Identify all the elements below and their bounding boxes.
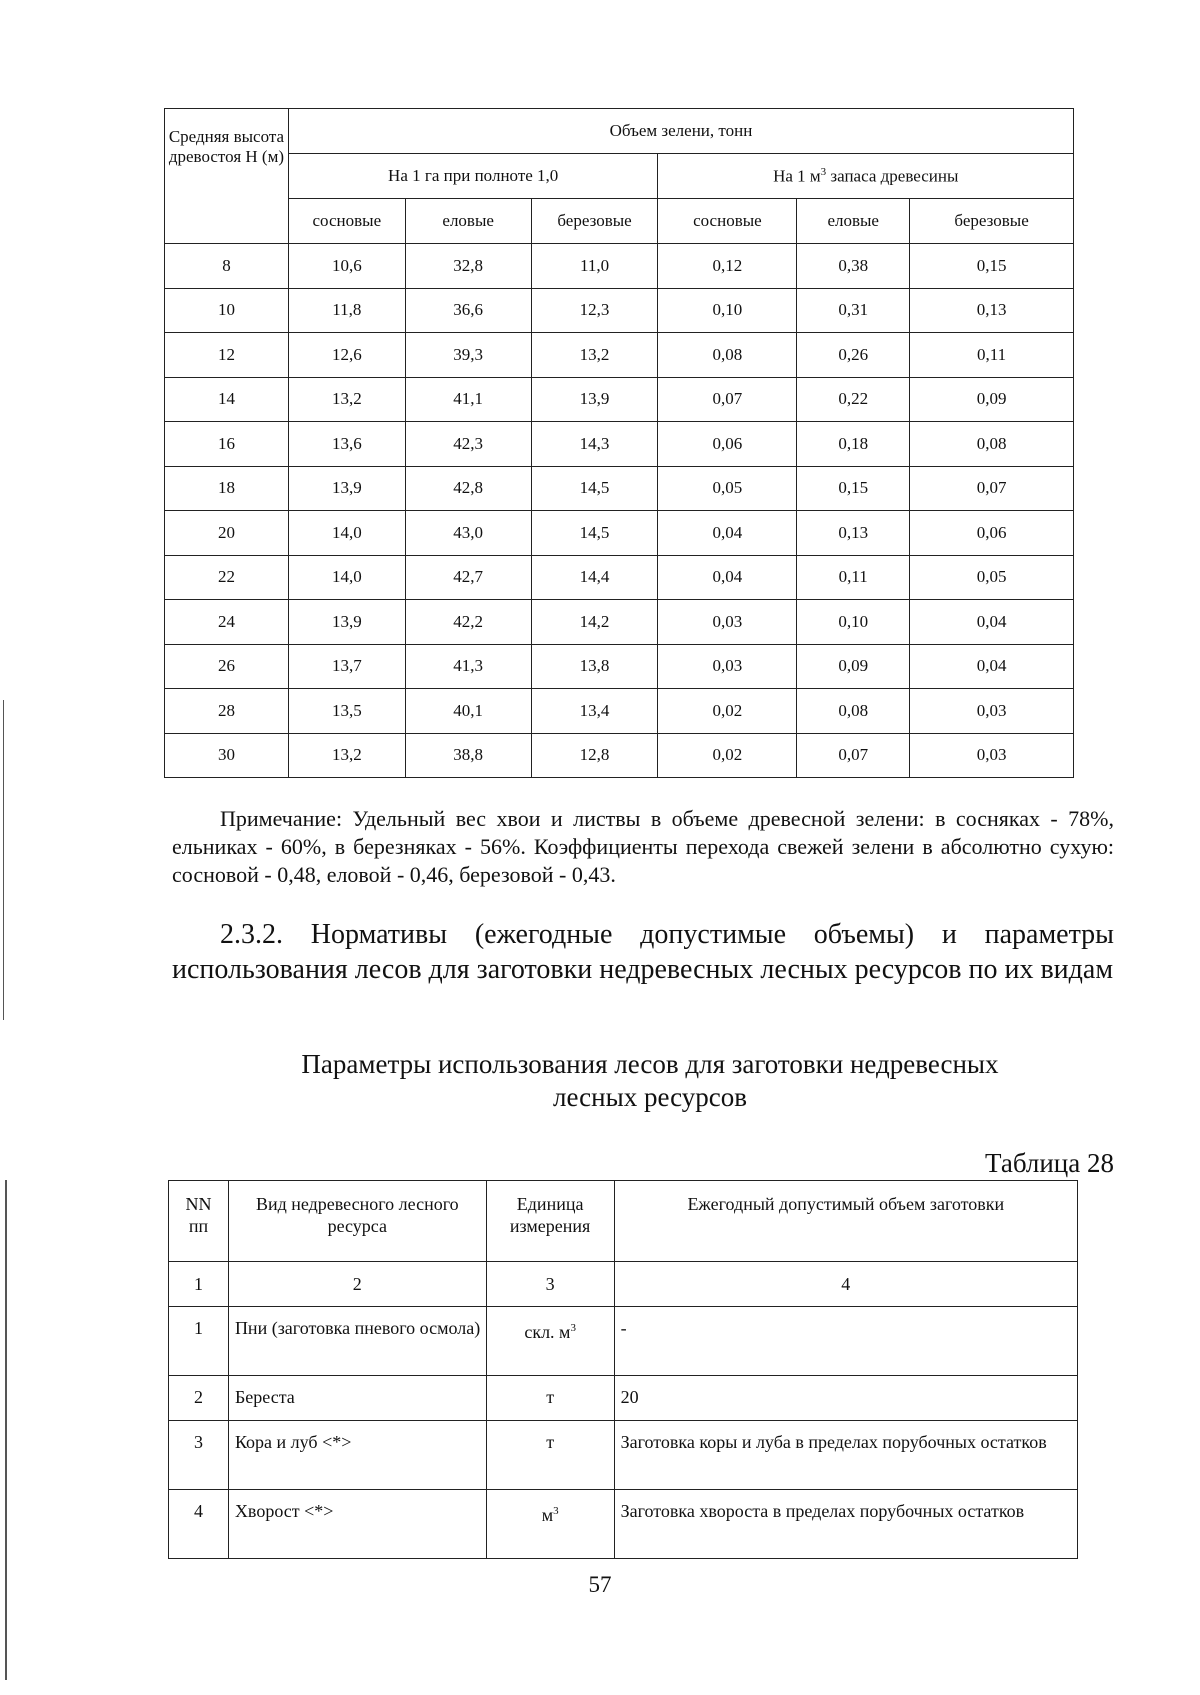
table-row — [165, 689, 1074, 734]
cell: 16 — [165, 422, 289, 467]
cell: 24 — [165, 600, 289, 645]
cell: 13,9 — [531, 377, 658, 422]
table-row — [169, 1421, 1078, 1490]
cell: 0,07 — [797, 733, 910, 778]
species-header: еловые — [405, 199, 531, 244]
cell: 13,2 — [288, 733, 405, 778]
cell: 30 — [165, 733, 289, 778]
cell: 39,3 — [405, 333, 531, 378]
cell: 41,1 — [405, 377, 531, 422]
cell: 18 — [165, 466, 289, 511]
header-volume: Объем зелени, тонн — [288, 109, 1073, 154]
cell: 10 — [165, 288, 289, 333]
cell: 0,07 — [658, 377, 797, 422]
table-row — [165, 511, 1074, 556]
cell: 22 — [165, 555, 289, 600]
cell-resource: Хворост <*> — [228, 1490, 486, 1559]
table-row — [165, 422, 1074, 467]
cell: 0,08 — [658, 333, 797, 378]
cell: 12,6 — [288, 333, 405, 378]
cell: 13,9 — [288, 600, 405, 645]
table-row — [165, 244, 1074, 289]
species-header: еловые — [797, 199, 910, 244]
header-height: Средняя высота древостоя Н (м) — [165, 109, 289, 244]
cell: 0,03 — [910, 689, 1074, 734]
cell: 0,10 — [658, 288, 797, 333]
cell-unit: скл. $м^3$ — [486, 1307, 614, 1376]
cell: 0,13 — [797, 511, 910, 556]
cell: 0,15 — [910, 244, 1074, 289]
cell: 38,8 — [405, 733, 531, 778]
table-label: Таблица 28 — [985, 1148, 1114, 1178]
cell: 0,03 — [658, 600, 797, 645]
cell: 0,03 — [910, 733, 1074, 778]
cell: 8 — [165, 244, 289, 289]
cell: 14,0 — [288, 555, 405, 600]
cell: 12 — [165, 333, 289, 378]
cell: 14,2 — [531, 600, 658, 645]
cell: 0,02 — [658, 689, 797, 734]
page-number: 57 — [588, 1572, 612, 1597]
cell-num: 1 — [169, 1307, 229, 1376]
table-row — [165, 333, 1074, 378]
cell: 14,5 — [531, 466, 658, 511]
header-per-m3: На 1 $м^3$ запаса древесины — [658, 154, 1074, 199]
cell: 14,0 — [288, 511, 405, 556]
cell-volume: Заготовка хвороста в пределах порубочных остатков — [614, 1490, 1077, 1559]
cell: 14,5 — [531, 511, 658, 556]
table-row — [165, 644, 1074, 689]
cell: 13,5 — [288, 689, 405, 734]
cell: 0,12 — [658, 244, 797, 289]
cell: 0,04 — [658, 511, 797, 556]
header-per-ha: На 1 га при полноте 1,0 — [288, 154, 658, 199]
cell: 0,05 — [658, 466, 797, 511]
cell: 13,6 — [288, 422, 405, 467]
cell: 20 — [165, 511, 289, 556]
cell-volume: Заготовка коры и луба в пределах порубочных остатков — [614, 1421, 1077, 1490]
cell: 0,04 — [658, 555, 797, 600]
cell-resource: Береста — [228, 1376, 486, 1421]
cell: 0,05 — [910, 555, 1074, 600]
cell: 11,0 — [531, 244, 658, 289]
species-header: березовые — [910, 199, 1074, 244]
cell: 32,8 — [405, 244, 531, 289]
species-header: березовые — [531, 199, 658, 244]
cell: 0,04 — [910, 600, 1074, 645]
cell-volume: - — [614, 1307, 1077, 1376]
cell: 0,04 — [910, 644, 1074, 689]
cell: 42,7 — [405, 555, 531, 600]
table-row — [169, 1490, 1078, 1559]
table-row — [165, 377, 1074, 422]
cell: 0,10 — [797, 600, 910, 645]
cell: 0,38 — [797, 244, 910, 289]
cell: 11,8 — [288, 288, 405, 333]
header-num: NN пп — [169, 1181, 229, 1262]
cell: 0,06 — [658, 422, 797, 467]
cell: 0,11 — [910, 333, 1074, 378]
column-number: 4 — [614, 1262, 1077, 1307]
cell: 28 — [165, 689, 289, 734]
scan-edge-mark — [5, 1180, 7, 1680]
table-row — [165, 733, 1074, 778]
table-row — [169, 1376, 1078, 1421]
cell: 12,8 — [531, 733, 658, 778]
cell-resource: Кора и луб <*> — [228, 1421, 486, 1490]
cell-volume: 20 — [614, 1376, 1077, 1421]
cell: 14,3 — [531, 422, 658, 467]
cell: 13,4 — [531, 689, 658, 734]
cell: 13,9 — [288, 466, 405, 511]
cell: 13,2 — [288, 377, 405, 422]
cell: 0,08 — [797, 689, 910, 734]
cell: 0,07 — [910, 466, 1074, 511]
cell: 42,8 — [405, 466, 531, 511]
cell-unit: т — [486, 1421, 614, 1490]
table-row — [165, 288, 1074, 333]
cell: 0,31 — [797, 288, 910, 333]
cell: 41,3 — [405, 644, 531, 689]
scan-edge-mark — [3, 700, 4, 1020]
cell: 0,06 — [910, 511, 1074, 556]
cell: 0,18 — [797, 422, 910, 467]
cell-num: 4 — [169, 1490, 229, 1559]
non-timber-resources-table — [168, 1180, 1078, 1559]
cell-unit: т — [486, 1376, 614, 1421]
table-row — [165, 600, 1074, 645]
cell: 10,6 — [288, 244, 405, 289]
green-mass-table — [164, 108, 1074, 778]
cell: 14 — [165, 377, 289, 422]
cell: 0,08 — [910, 422, 1074, 467]
header-volume: Ежегодный допустимый объем заготовки — [614, 1181, 1077, 1262]
column-number: 2 — [228, 1262, 486, 1307]
cell: 0,02 — [658, 733, 797, 778]
species-header: сосновые — [658, 199, 797, 244]
cell: 0,26 — [797, 333, 910, 378]
table-row — [165, 466, 1074, 511]
cell: 36,6 — [405, 288, 531, 333]
cell: 0,15 — [797, 466, 910, 511]
table-row — [169, 1307, 1078, 1376]
cell: 0,11 — [797, 555, 910, 600]
cell-num: 2 — [169, 1376, 229, 1421]
column-number: 3 — [486, 1262, 614, 1307]
cell-unit: $м^3$ — [486, 1490, 614, 1559]
cell: 40,1 — [405, 689, 531, 734]
table-note: Примечание: Удельный вес хвои и листвы в объеме древесной зелени: в сосняках - 78%, ельниках - 60%, в березняках - 56%. Коэффициенты перехода свежей зелени в абсолютно сухую: сосновой - 0,48, еловой - 0,46, березовой - 0,43. — [172, 806, 1114, 887]
cell: 0,22 — [797, 377, 910, 422]
column-number: 1 — [169, 1262, 229, 1307]
params-title: Параметры использования лесов для заготовки недревесных лесных ресурсов — [301, 1049, 999, 1112]
cell: 0,13 — [910, 288, 1074, 333]
cell: 14,4 — [531, 555, 658, 600]
cell-resource: Пни (заготовка пневого осмола) — [228, 1307, 486, 1376]
cell-num: 3 — [169, 1421, 229, 1490]
header-unit: Единица измерения — [486, 1181, 614, 1262]
cell: 42,2 — [405, 600, 531, 645]
cell: 13,2 — [531, 333, 658, 378]
cell: 26 — [165, 644, 289, 689]
cell: 0,09 — [797, 644, 910, 689]
header-resource: Вид недревесного лесного ресурса — [228, 1181, 486, 1262]
cell: 13,8 — [531, 644, 658, 689]
species-header: сосновые — [288, 199, 405, 244]
section-heading: 2.3.2. Нормативы (ежегодные допустимые объемы) и параметры использования лесов для заготовки недревесных лесных ресурсов по их видам — [172, 919, 1114, 985]
cell: 42,3 — [405, 422, 531, 467]
table-row — [165, 555, 1074, 600]
cell: 13,7 — [288, 644, 405, 689]
cell: 0,03 — [658, 644, 797, 689]
cell: 12,3 — [531, 288, 658, 333]
cell: 43,0 — [405, 511, 531, 556]
cell: 0,09 — [910, 377, 1074, 422]
